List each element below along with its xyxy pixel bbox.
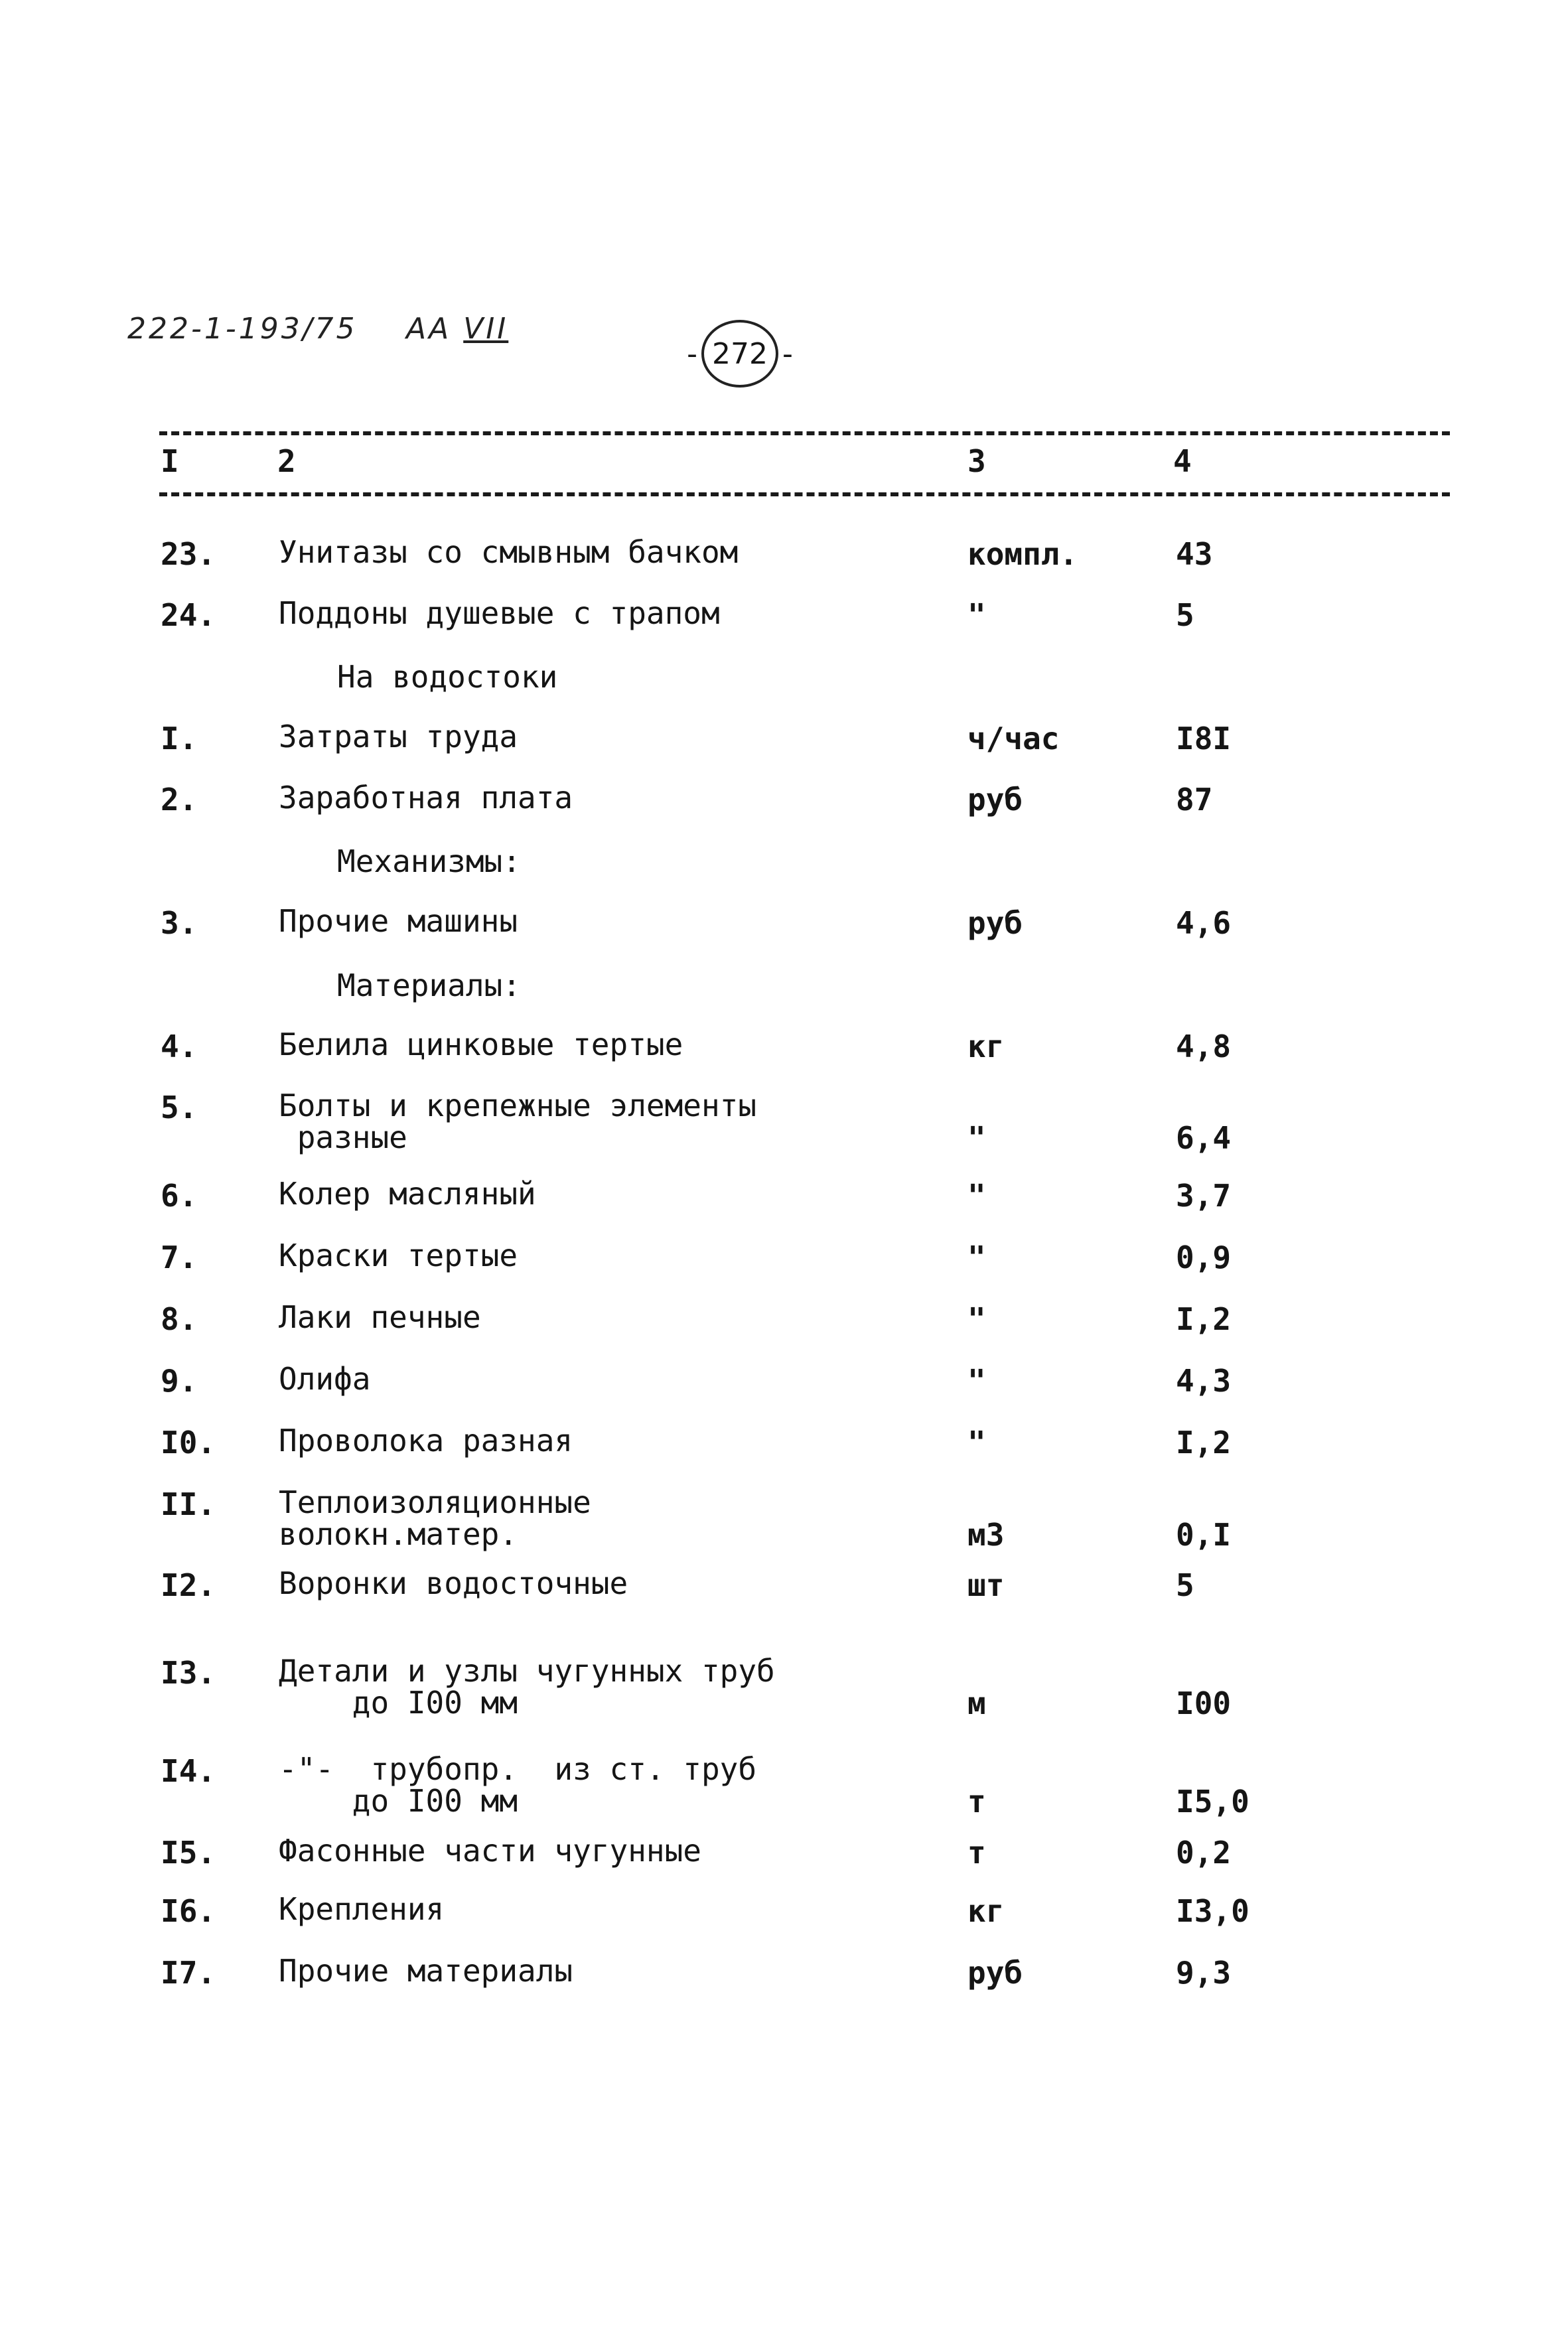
table-row: [0, 1835, 1568, 1894]
row-quantity: I00: [1176, 1685, 1232, 1721]
table-row: [0, 1029, 1568, 1088]
page-number-dash-right: -: [782, 336, 793, 371]
row-quantity: 87: [1176, 782, 1213, 818]
row-quantity: 5: [1176, 1567, 1194, 1603]
row-number: I7.: [161, 1955, 216, 1991]
row-quantity: 0,I: [1176, 1517, 1232, 1553]
table-row: [0, 1567, 1568, 1627]
row-unit: компл.: [967, 536, 1078, 572]
section-heading: На водостоки: [337, 659, 558, 695]
table-row: [0, 782, 1568, 841]
row-number: 7.: [161, 1240, 198, 1275]
row-quantity: I3,0: [1176, 1893, 1249, 1929]
document-code: 222-1-193/75: [127, 312, 358, 346]
column-header-3: 3: [967, 443, 986, 479]
row-quantity: 5: [1176, 597, 1194, 633]
row-name: Заработная плата: [279, 780, 573, 816]
table-row: [0, 721, 1568, 780]
table-row: [0, 1425, 1568, 1484]
table-row: [0, 1178, 1568, 1238]
row-number: I0.: [161, 1425, 216, 1460]
row-quantity: 9,3: [1176, 1955, 1232, 1991]
row-name: Унитазы со смывным бачком: [279, 534, 739, 570]
table-row: [0, 905, 1568, 965]
row-quantity: 4,8: [1176, 1029, 1232, 1064]
table-rule-top: [159, 431, 1450, 435]
row-name: Крепления: [279, 1891, 445, 1927]
row-name: Колер масляный: [279, 1176, 536, 1212]
row-number: 24.: [161, 597, 216, 633]
table-row: [0, 1751, 1568, 1819]
table-row: [0, 536, 1568, 596]
row-unit: руб: [967, 782, 1023, 818]
page-number-circle: [701, 320, 778, 388]
page-number-value: 272: [712, 336, 768, 371]
table-row: [0, 1955, 1568, 2015]
row-name: Теплоизоляционные волокн.матер.: [279, 1484, 591, 1552]
row-quantity: 4,3: [1176, 1363, 1232, 1399]
row-unit: ": [967, 597, 986, 633]
row-unit: шт: [967, 1567, 1005, 1603]
row-name: Прочие машины: [279, 903, 518, 939]
sheet-mark: [406, 312, 508, 346]
row-name: Лаки печные: [279, 1299, 481, 1335]
row-name: Затраты труда: [279, 719, 518, 754]
column-header-2: 2: [277, 443, 296, 479]
row-number: II.: [161, 1486, 216, 1522]
row-quantity: 3,7: [1176, 1178, 1232, 1214]
row-number: 23.: [161, 536, 216, 572]
sheet-roman: VII: [463, 312, 509, 346]
row-name: Олифа: [279, 1361, 371, 1397]
table-row: [0, 1893, 1568, 1953]
row-unit: ": [967, 1240, 986, 1275]
row-quantity: 6,4: [1176, 1120, 1232, 1156]
row-unit: ": [967, 1301, 986, 1337]
row-unit: м: [967, 1685, 986, 1721]
row-number: I5.: [161, 1835, 216, 1871]
row-unit: руб: [967, 905, 1023, 941]
page-number: [664, 317, 816, 390]
table-row: [0, 1653, 1568, 1721]
row-number: 2.: [161, 782, 198, 818]
row-name: -"- трубопр. из ст. труб до I00 мм: [279, 1751, 757, 1819]
row-name: Детали и узлы чугунных труб до I00 мм: [279, 1653, 775, 1721]
row-quantity: I,2: [1176, 1301, 1232, 1337]
row-quantity: I8I: [1176, 721, 1232, 756]
row-name: Проволока разная: [279, 1423, 573, 1459]
row-quantity: 0,2: [1176, 1835, 1232, 1871]
row-unit: ": [967, 1425, 986, 1460]
row-number: I4.: [161, 1753, 216, 1789]
row-number: I2.: [161, 1567, 216, 1603]
row-quantity: I,2: [1176, 1425, 1232, 1460]
row-unit: ч/час: [967, 721, 1060, 756]
row-name: Прочие материалы: [279, 1953, 573, 1989]
row-number: 8.: [161, 1301, 198, 1337]
page-number-dash-left: -: [687, 336, 697, 371]
table-row: [0, 1363, 1568, 1423]
table-row: [0, 1240, 1568, 1299]
row-number: I3.: [161, 1655, 216, 1691]
column-header-4: 4: [1173, 443, 1192, 479]
row-unit: кг: [967, 1029, 1005, 1064]
row-name: Воронки водосточные: [279, 1565, 628, 1601]
row-number: I6.: [161, 1893, 216, 1929]
row-number: 4.: [161, 1029, 198, 1064]
row-name: Поддоны душевые с трапом: [279, 595, 720, 631]
table-rule-bottom: [159, 492, 1450, 496]
row-name: Белила цинковые тертые: [279, 1027, 683, 1062]
row-number: 9.: [161, 1363, 198, 1399]
row-quantity: I5,0: [1176, 1784, 1249, 1819]
table-row: [0, 1301, 1568, 1361]
row-unit: ": [967, 1363, 986, 1399]
section-heading: Механизмы:: [337, 843, 521, 879]
section-heading: Материалы:: [337, 967, 521, 1003]
row-unit: ": [967, 1120, 986, 1156]
row-unit: руб: [967, 1955, 1023, 1991]
row-name: Болты и крепежные элементы разные: [279, 1088, 757, 1155]
row-quantity: 0,9: [1176, 1240, 1232, 1275]
row-quantity: 43: [1176, 536, 1213, 572]
table-row: [0, 1088, 1568, 1156]
row-number: I.: [161, 721, 198, 756]
row-unit: м3: [967, 1517, 1005, 1553]
row-number: 3.: [161, 905, 198, 941]
row-name: Фасонные части чугунные: [279, 1833, 701, 1869]
column-header-1: I: [161, 443, 179, 479]
row-unit: т: [967, 1784, 986, 1819]
row-number: 5.: [161, 1090, 198, 1125]
row-quantity: 4,6: [1176, 905, 1232, 941]
row-unit: т: [967, 1835, 986, 1871]
row-unit: кг: [967, 1893, 1005, 1929]
row-name: Краски тертые: [279, 1238, 518, 1273]
sheet-mark-letters: АА: [406, 312, 452, 346]
row-number: 6.: [161, 1178, 198, 1214]
row-unit: ": [967, 1178, 986, 1214]
table-row: [0, 597, 1568, 657]
table-row: [0, 1484, 1568, 1553]
